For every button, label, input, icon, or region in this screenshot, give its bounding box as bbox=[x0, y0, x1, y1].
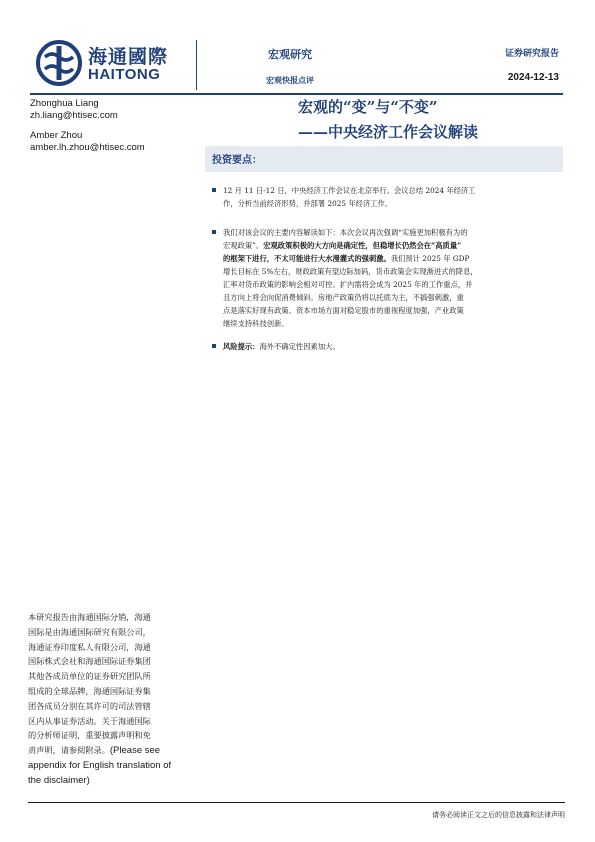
disclaimer-line: 的分析师证明，重要披露声明和免 bbox=[28, 730, 151, 741]
report-title-line1: 宏观的“变”与“不变” bbox=[298, 98, 438, 116]
logo-cn-text: 海通國際 bbox=[88, 46, 169, 68]
bullet-line: 我们对该会议的主要内容解读如下：本次会议再次强调“实施更加积极有为的 bbox=[223, 228, 468, 237]
logo-en-text: HAITONG bbox=[88, 66, 161, 83]
disclaimer-line: 组成的全球品牌，海通国际证券集 bbox=[28, 685, 151, 696]
key-point-bullet bbox=[212, 340, 558, 353]
key-points-label: 投资要点： bbox=[212, 155, 262, 166]
author-name: Zhonghua Liang bbox=[30, 98, 99, 109]
bullet-icon bbox=[212, 230, 216, 234]
disclaimer-text: 责声明，请参阅附录。 bbox=[28, 745, 110, 756]
disclaimer-line: 本研究报告由海通国际分销，海通 bbox=[28, 612, 151, 622]
header-rule bbox=[30, 93, 563, 95]
bullet-text: 我们预计 2025 年 GDP bbox=[390, 254, 470, 263]
author-email[interactable]: zh.liang@htisec.com bbox=[30, 110, 118, 121]
author-email[interactable]: amber.lh.zhou@htisec.com bbox=[30, 142, 145, 153]
bullet-icon bbox=[212, 188, 216, 192]
report-type: 证券研究报告 bbox=[504, 49, 559, 59]
disclaimer-en-line: the disclaimer) bbox=[28, 774, 90, 786]
report-date: 2024-12-13 bbox=[507, 72, 559, 83]
bullet-emphasis: 的框架下进行，不太可能进行大水漫灌式的强刺激。 bbox=[223, 254, 391, 263]
risk-text: 海外不确定性因素加大。 bbox=[259, 342, 340, 351]
company-logo bbox=[36, 40, 184, 88]
bullet-line: 作，分析当前经济形势，并部署 2025 年经济工作。 bbox=[223, 199, 393, 208]
bullet-line: 12 月 11 日-12 日，中央经济工作会议在北京举行。会议总结 2024 年经济工 bbox=[223, 186, 476, 195]
bullet-text: 宏观政策”。 bbox=[223, 241, 264, 250]
bullet-line: 点是落实好现有政策。资本市场方面对稳定股市的重视程度加强，产业政策 bbox=[223, 306, 464, 315]
disclaimer-line: 团各成员分别在其许可的司法管辖 bbox=[28, 700, 151, 711]
header-divider bbox=[196, 40, 197, 90]
report-category: 宏观研究 bbox=[268, 48, 312, 61]
bullet-emphasis: 宏观政策积极的大方向是确定性，但稳增长仍然会在“高质量” bbox=[263, 241, 462, 250]
disclaimer-line: 国际是由海通国际研究有限公司， bbox=[28, 626, 151, 637]
footer-rule bbox=[28, 802, 565, 803]
disclaimer-line bbox=[28, 743, 190, 759]
disclaimer-en-line: appendix for English translation of bbox=[28, 759, 172, 771]
bullet-line bbox=[223, 340, 558, 353]
bullet-line: 继续支持科技创新。 bbox=[223, 319, 289, 328]
key-point-bullet bbox=[212, 226, 558, 330]
bullet-line bbox=[223, 252, 558, 265]
disclaimer-line: 其他各成员单位的证券研究团队所 bbox=[28, 671, 151, 682]
bullet-line: 且方向上将会向促消费倾斜。房地产政策仍将以托底为主，不搞强刺激，重 bbox=[223, 293, 464, 302]
bullet-line bbox=[223, 239, 558, 252]
bullet-line: 增长目标在 5%左右，财政政策有望边际加码，货币政策会实现渐进式的降息， bbox=[223, 267, 478, 276]
haitong-logo-icon bbox=[36, 40, 82, 86]
author-name: Amber Zhou bbox=[30, 130, 83, 141]
risk-label: 风险提示： bbox=[223, 342, 260, 351]
disclaimer-line: 区内从事证券活动。关于海通国际 bbox=[28, 715, 151, 726]
disclaimer-block bbox=[28, 610, 190, 789]
disclaimer-en-text: (Please see bbox=[109, 745, 161, 757]
bullet-line: 汇率对货币政策的影响会相对可控。扩内需将会成为 2025 年的工作重点，并 bbox=[223, 280, 473, 289]
bullet-icon bbox=[212, 344, 216, 348]
key-point-bullet bbox=[212, 184, 558, 210]
disclaimer-line: 国际株式会社和海通国际证券集团 bbox=[28, 656, 151, 667]
disclaimer-line: 海通证券印度私人有限公司，海通 bbox=[28, 641, 151, 652]
report-title-line2: ——中央经济工作会议解读 bbox=[298, 123, 479, 141]
footer-notice: 请务必阅读正文之后的信息披露和法律声明 bbox=[432, 811, 565, 819]
report-subcategory: 宏观快报点评 bbox=[266, 76, 314, 85]
